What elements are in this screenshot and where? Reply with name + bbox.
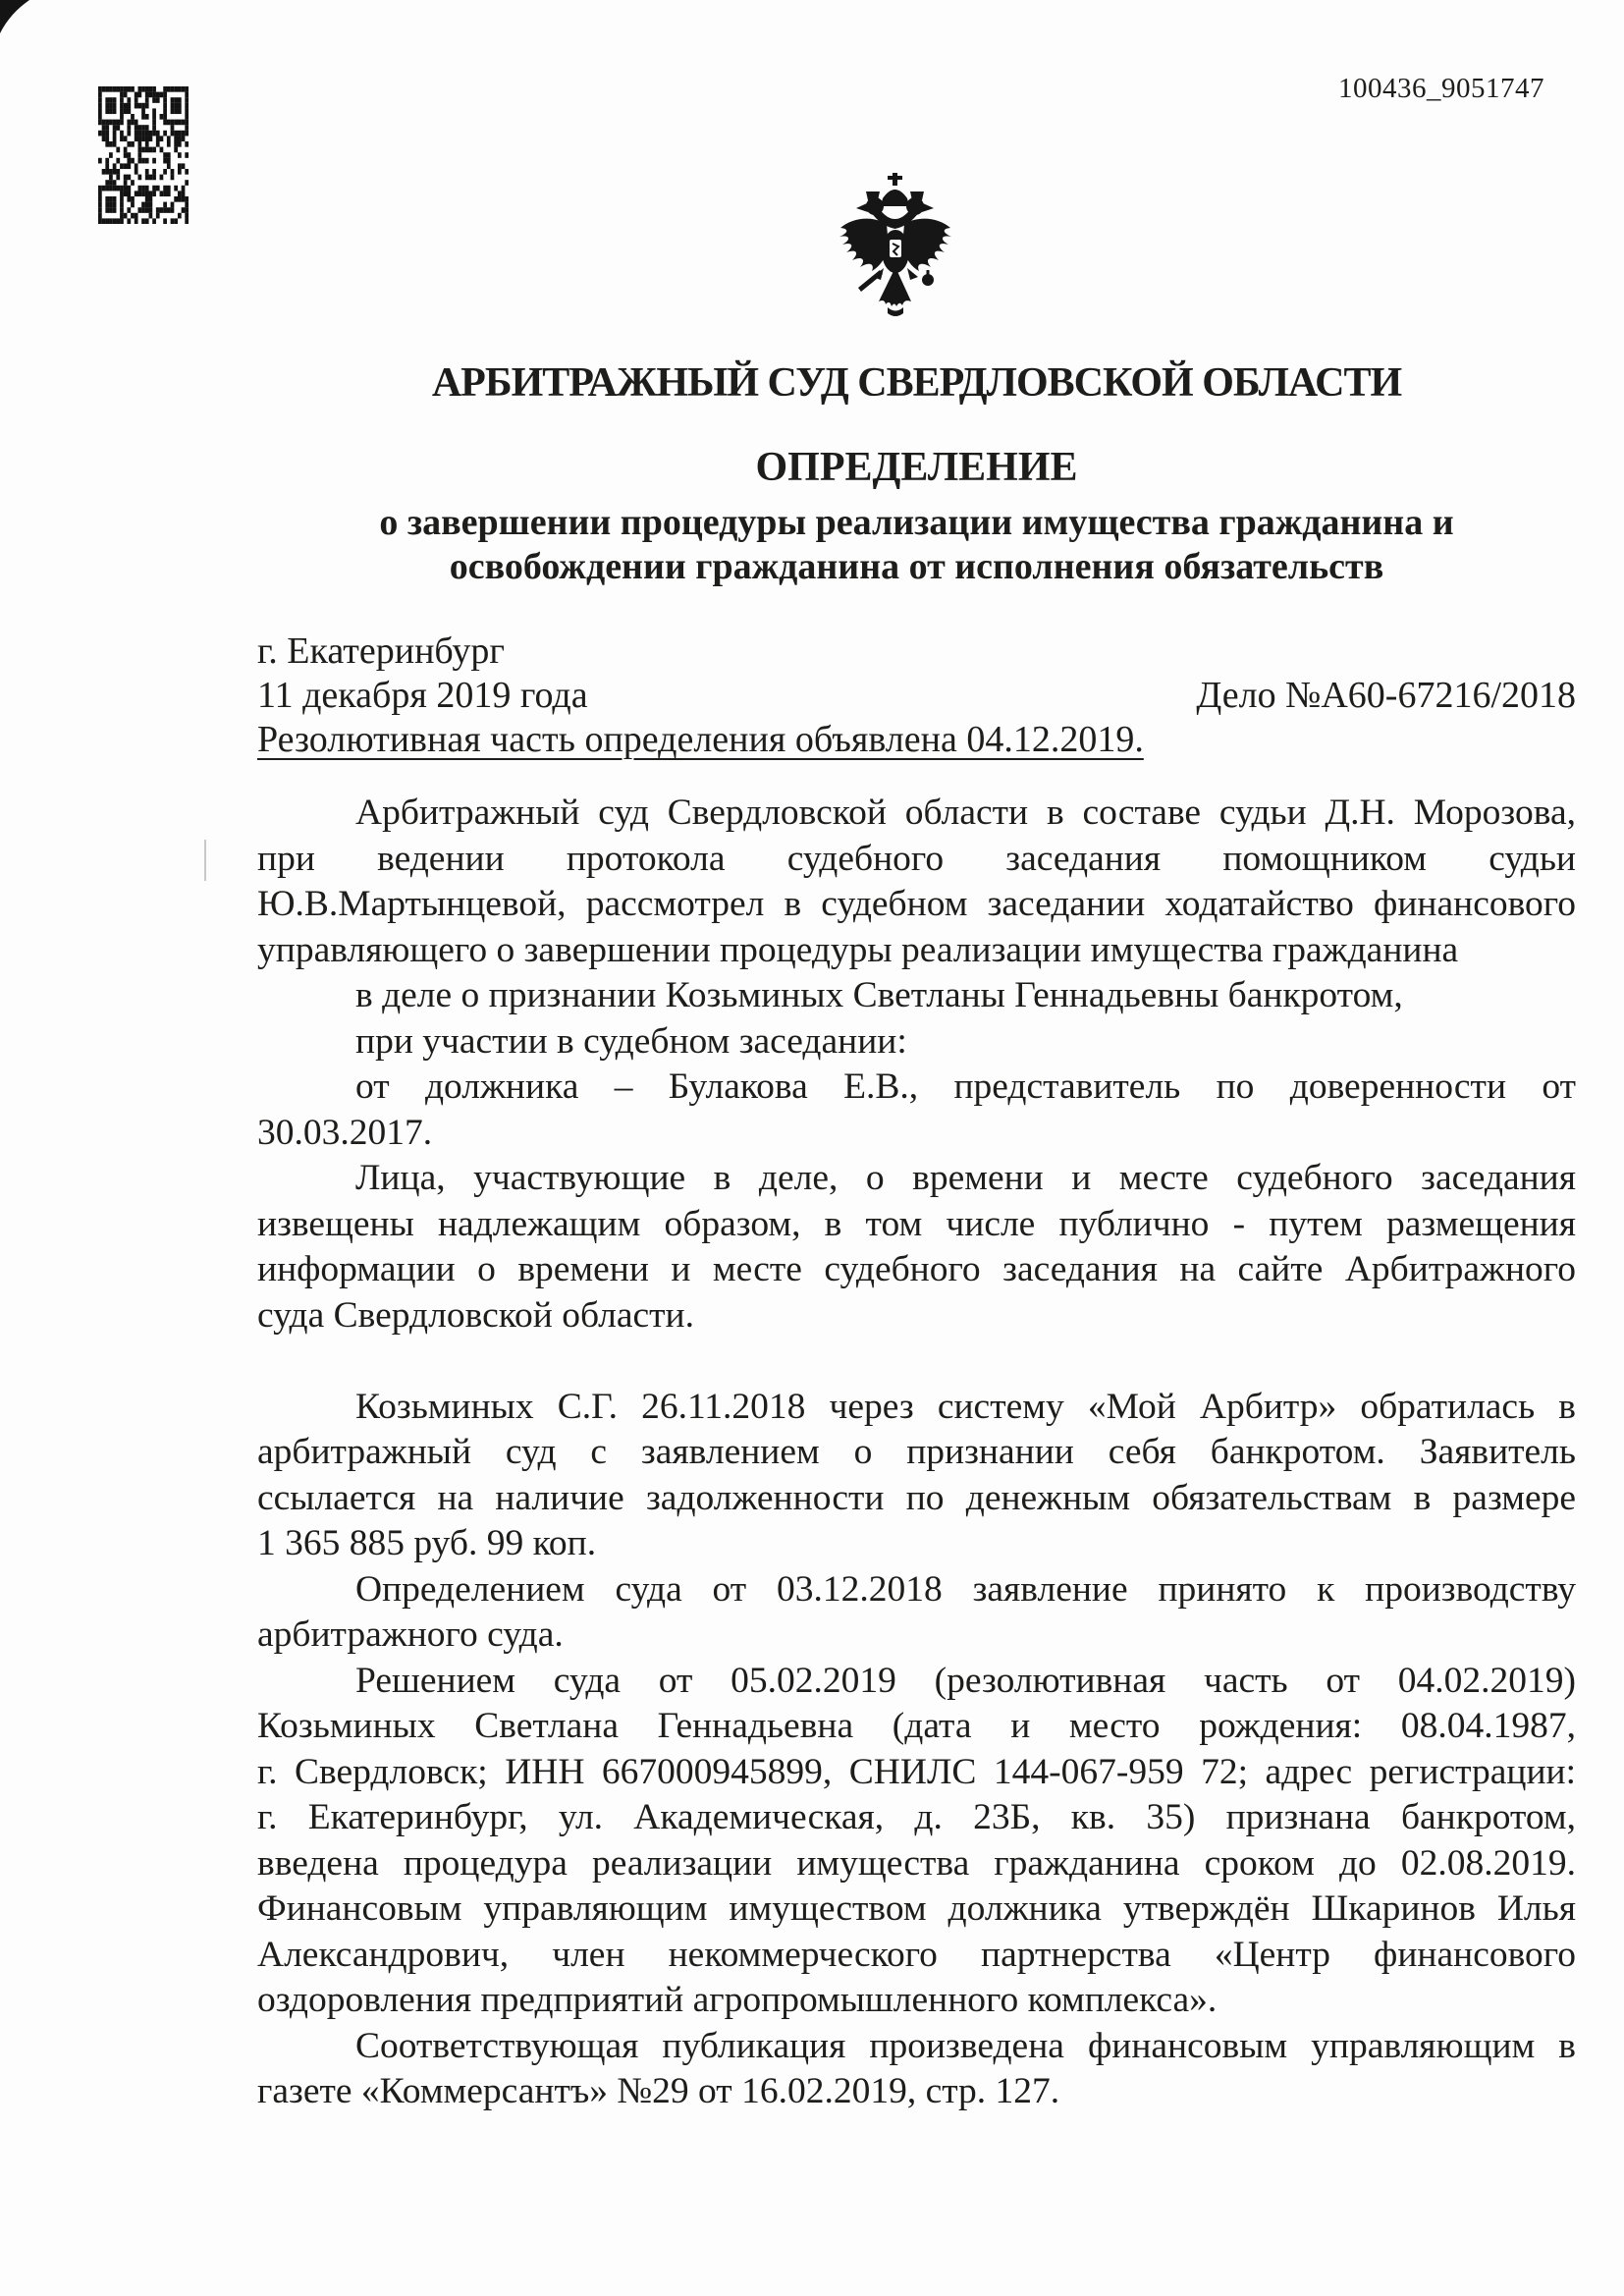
text-line: 30.03.2017. [257, 1112, 433, 1153]
scan-line-artifact [204, 840, 206, 881]
text-line: Соответствующая публикация произведена финансовым управляющим в [355, 2025, 1576, 2066]
resolutive-part-note: Резолютивная часть определения объявлена 04.12.2019. [257, 719, 1144, 760]
coat-of-arms-emblem [834, 173, 957, 318]
document-body-text [257, 791, 1576, 2115]
text-line: информации о времени и месте судебного заседания на сайте Арбитражного [257, 1249, 1576, 1289]
decision-date: 11 декабря 2019 года [257, 675, 588, 716]
text-line: управляющего о завершении процедуры реализации имущества гражданина [257, 929, 1459, 970]
text-line: при ведении протокола судебного заседания помощником судьи [257, 838, 1576, 879]
text-line: Определением суда от 03.12.2018 заявление принято к производству [355, 1568, 1576, 1610]
text-line: от должника – Булакова Е.В., представитель по доверенности от [355, 1066, 1576, 1107]
text-line: оздоровления предприятий агропромышленного комплекса». [257, 1980, 1218, 2020]
text-line: Александрович, член некоммерческого партнерства «Центр финансового [257, 1934, 1576, 1975]
text-line: арбитражный суд с заявлением о признании себя банкротом. Заявитель [257, 1432, 1576, 1472]
text-line: 1 365 885 руб. 99 коп. [257, 1523, 597, 1563]
text-line: Козьминых Светлана Геннадьевна (дата и место рождения: 08.04.1987, [257, 1706, 1576, 1746]
document-id: 100436_9051747 [1338, 73, 1544, 104]
city-line: г. Екатеринбург [257, 630, 505, 672]
text-line: г. Свердловск; ИНН 667000945899, СНИЛС 144-067-959 72; адрес регистрации: [257, 1751, 1576, 1792]
text-line: ссылается на наличие задолженности по денежным обязательствам в размере [257, 1477, 1576, 1518]
text-line: Арбитражный суд Свердловской области в составе судьи Д.Н. Морозова, [355, 793, 1576, 833]
text-line: введена процедура реализации имущества гражданина сроком до 02.08.2019. [257, 1842, 1576, 1884]
text-line: Решением суда от 05.02.2019 (резолютивная часть от 04.02.2019) [355, 1660, 1576, 1701]
case-meta-block [257, 629, 1576, 762]
document-subtitle-line2: освобождении гражданина от исполнения обязательств [449, 546, 1384, 587]
qr-code [98, 86, 189, 224]
document-subtitle-line1: о завершении процедуры реализации имущества гражданина и [379, 502, 1454, 543]
text-line: Финансовым управляющим имуществом должника утверждён Шкаринов Илья [257, 1888, 1576, 1929]
text-line: Ю.В.Мартынцевой, рассмотрел в судебном заседании ходатайство финансового [257, 884, 1576, 924]
text-line: в деле о признании Козьминых Светланы Геннадьевны банкротом, [355, 975, 1403, 1015]
text-line: г. Екатеринбург, ул. Академическая, д. 23Б, кв. 35) признана банкротом, [257, 1797, 1576, 1837]
text-line: газете «Коммерсантъ» №29 от 16.02.2019, стр. 127. [257, 2071, 1060, 2111]
text-line: суда Свердловской области. [257, 1294, 694, 1336]
document-type-title: ОПРЕДЕЛЕНИЕ [755, 445, 1078, 490]
text-line: Козьминых С.Г. 26.11.2018 через систему «Мой Арбитр» обратилась в [355, 1386, 1576, 1427]
text-line: при участии в судебном заседании: [355, 1020, 907, 1062]
text-line: Лица, участвующие в деле, о времени и месте судебного заседания [355, 1158, 1576, 1198]
scan-corner-artifact [0, 0, 31, 35]
court-name-heading: АРБИТРАЖНЫЙ СУД СВЕРДЛОВСКОЙ ОБЛАСТИ [431, 360, 1402, 406]
text-line: извещены надлежащим образом, в том числе публично - путем размещения [257, 1203, 1576, 1244]
case-number: Дело №А60-67216/2018 [1196, 675, 1576, 716]
text-line: арбитражного суда. [257, 1614, 564, 1655]
